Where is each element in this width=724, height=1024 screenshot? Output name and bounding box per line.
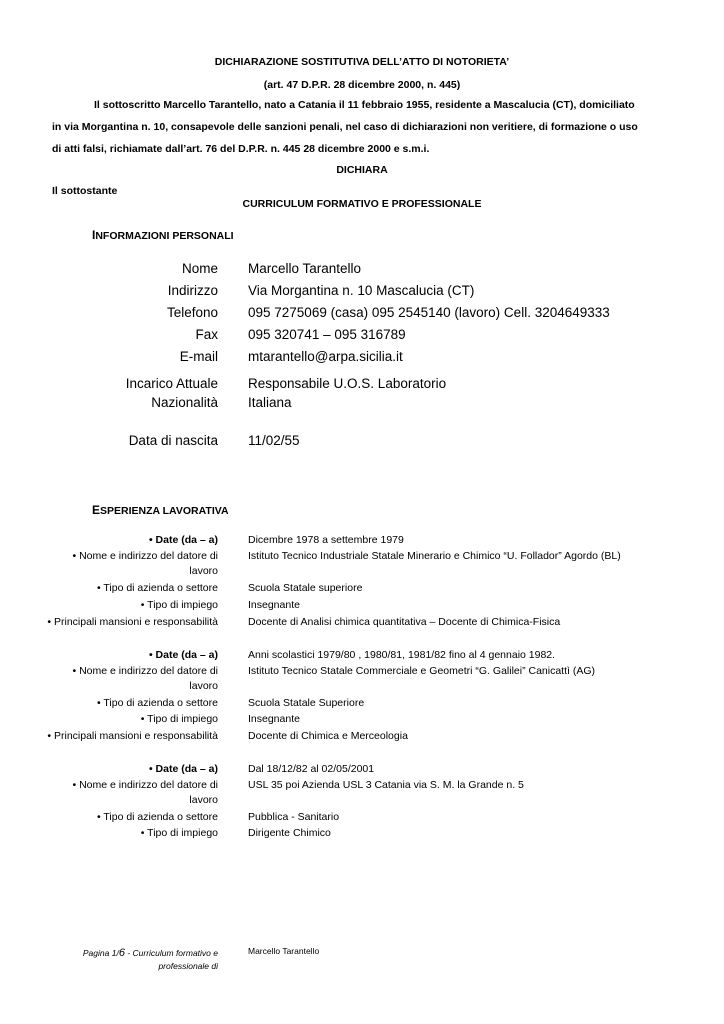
fax-label: Fax (195, 327, 218, 342)
entry2-type-label: • Tipo di azienda o settore (96, 697, 218, 709)
document-title: DICHIARAZIONE SOSTITUTIVA DELL’ATTO DI NOTORIETA’ (214, 56, 510, 68)
fax-value: 095 320741 – 095 316789 (248, 327, 406, 342)
email-value: mtarantello@arpa.sicilia.it (248, 349, 403, 364)
entry2-date-label: • Date (da – a) (148, 649, 218, 661)
entry2-employer-label-2: lavoro (189, 680, 218, 692)
personal-info-heading: INFORMAZIONI PERSONALI (92, 228, 234, 242)
entry2-employer: Istituto Tecnico Statale Commerciale e Geometri “G. Galilei” Canicattì (AG) (248, 665, 596, 677)
cv-title: CURRICULUM FORMATIVO E PROFESSIONALE (242, 198, 482, 210)
nome-value: Marcello Tarantello (248, 261, 362, 276)
entry1-date-label: • Date (da – a) (148, 534, 218, 546)
nazionalita-label: Nazionalità (151, 395, 218, 410)
telefono-value: 095 7275069 (casa) 095 2545140 (lavoro) Cell. 3204649333 (248, 305, 610, 320)
entry2-employer-label: • Nome e indirizzo del datore di (72, 665, 218, 677)
entry2-duties-label: • Principali mansioni e responsabilità (47, 730, 218, 742)
entry1-duties-label: • Principali mansioni e responsabilità (47, 616, 218, 628)
entry3-job-label: • Tipo di impiego (140, 827, 218, 839)
entry2-type: Scuola Statale Superiore (248, 697, 365, 709)
incarico-label: Incarico Attuale (125, 376, 218, 391)
declaration-line-3: di atti falsi, richiamate dall’art. 76 del D.P.R. n. 445 28 dicembre 2000 e s.m.i. (52, 143, 430, 155)
indirizzo-value: Via Morgantina n. 10 Mascalucia (CT) (248, 283, 475, 298)
entry3-employer-label: • Nome e indirizzo del datore di (72, 779, 218, 791)
dichiara-heading: DICHIARA (336, 164, 388, 176)
entry2-duties: Docente di Chimica e Merceologia (248, 730, 408, 742)
entry2-job: Insegnante (248, 713, 300, 725)
entry1-date: Dicembre 1978 a settembre 1979 (248, 534, 404, 546)
sottostante-label: Il sottostante (52, 185, 118, 197)
entry1-job-label: • Tipo di impiego (140, 599, 218, 611)
nazionalita-value: Italiana (248, 395, 292, 410)
declaration-line-1: Il sottoscritto Marcello Tarantello, nato a Catania il 11 febbraio 1955, residente a Mascalucia (CT), domiciliato (94, 99, 635, 111)
declaration-line-2: in via Morgantina n. 10, consapevole delle sanzioni penali, nel caso di dichiarazioni non veritiere, di formazione o uso (52, 121, 638, 133)
entry3-date: Dal 18/12/82 al 02/05/2001 (248, 763, 375, 775)
footer-author-name: Marcello Tarantello (248, 946, 320, 956)
experience-heading: ESPERIENZA LAVORATIVA (92, 503, 229, 517)
entry1-job: Insegnante (248, 599, 300, 611)
entry1-type: Scuola Statale superiore (248, 582, 363, 594)
telefono-label: Telefono (166, 305, 218, 320)
entry2-job-label: • Tipo di impiego (140, 713, 218, 725)
entry2-date: Anni scolastici 1979/80 , 1980/81, 1981/82 fino al 4 gennaio 1982. (248, 649, 556, 661)
document-subtitle: (art. 47 D.P.R. 28 dicembre 2000, n. 445) (263, 79, 461, 91)
nascita-value: 11/02/55 (248, 433, 300, 448)
email-label: E-mail (179, 349, 218, 364)
entry3-date-label: • Date (da – a) (148, 763, 218, 775)
entry1-duties: Docente di Analisi chimica quantitativa – Docente di Chimica-Fisica (248, 616, 561, 628)
nome-label: Nome (181, 261, 218, 276)
entry3-employer-label-2: lavoro (189, 794, 218, 806)
entry3-type: Pubblica - Sanitario (248, 811, 340, 823)
entry1-employer-label-2: lavoro (189, 565, 218, 577)
footer-page-info: Pagina 1/6 - Curriculum formativo e (82, 947, 218, 959)
entry1-employer-label: • Nome e indirizzo del datore di (72, 550, 218, 562)
entry3-job: Dirigente Chimico (248, 827, 331, 839)
incarico-value: Responsabile U.O.S. Laboratorio (248, 376, 447, 391)
entry3-type-label: • Tipo di azienda o settore (96, 811, 218, 823)
nascita-label: Data di nascita (128, 433, 218, 448)
footer-page-info-2: professionale di (158, 961, 218, 971)
entry3-employer: USL 35 poi Azienda USL 3 Catania via S. M. la Grande n. 5 (248, 779, 524, 791)
entry1-type-label: • Tipo di azienda o settore (96, 582, 218, 594)
indirizzo-label: Indirizzo (167, 283, 218, 298)
entry1-employer: Istituto Tecnico Industriale Statale Minerario e Chimico “U. Follador” Agordo (BL) (248, 550, 621, 562)
